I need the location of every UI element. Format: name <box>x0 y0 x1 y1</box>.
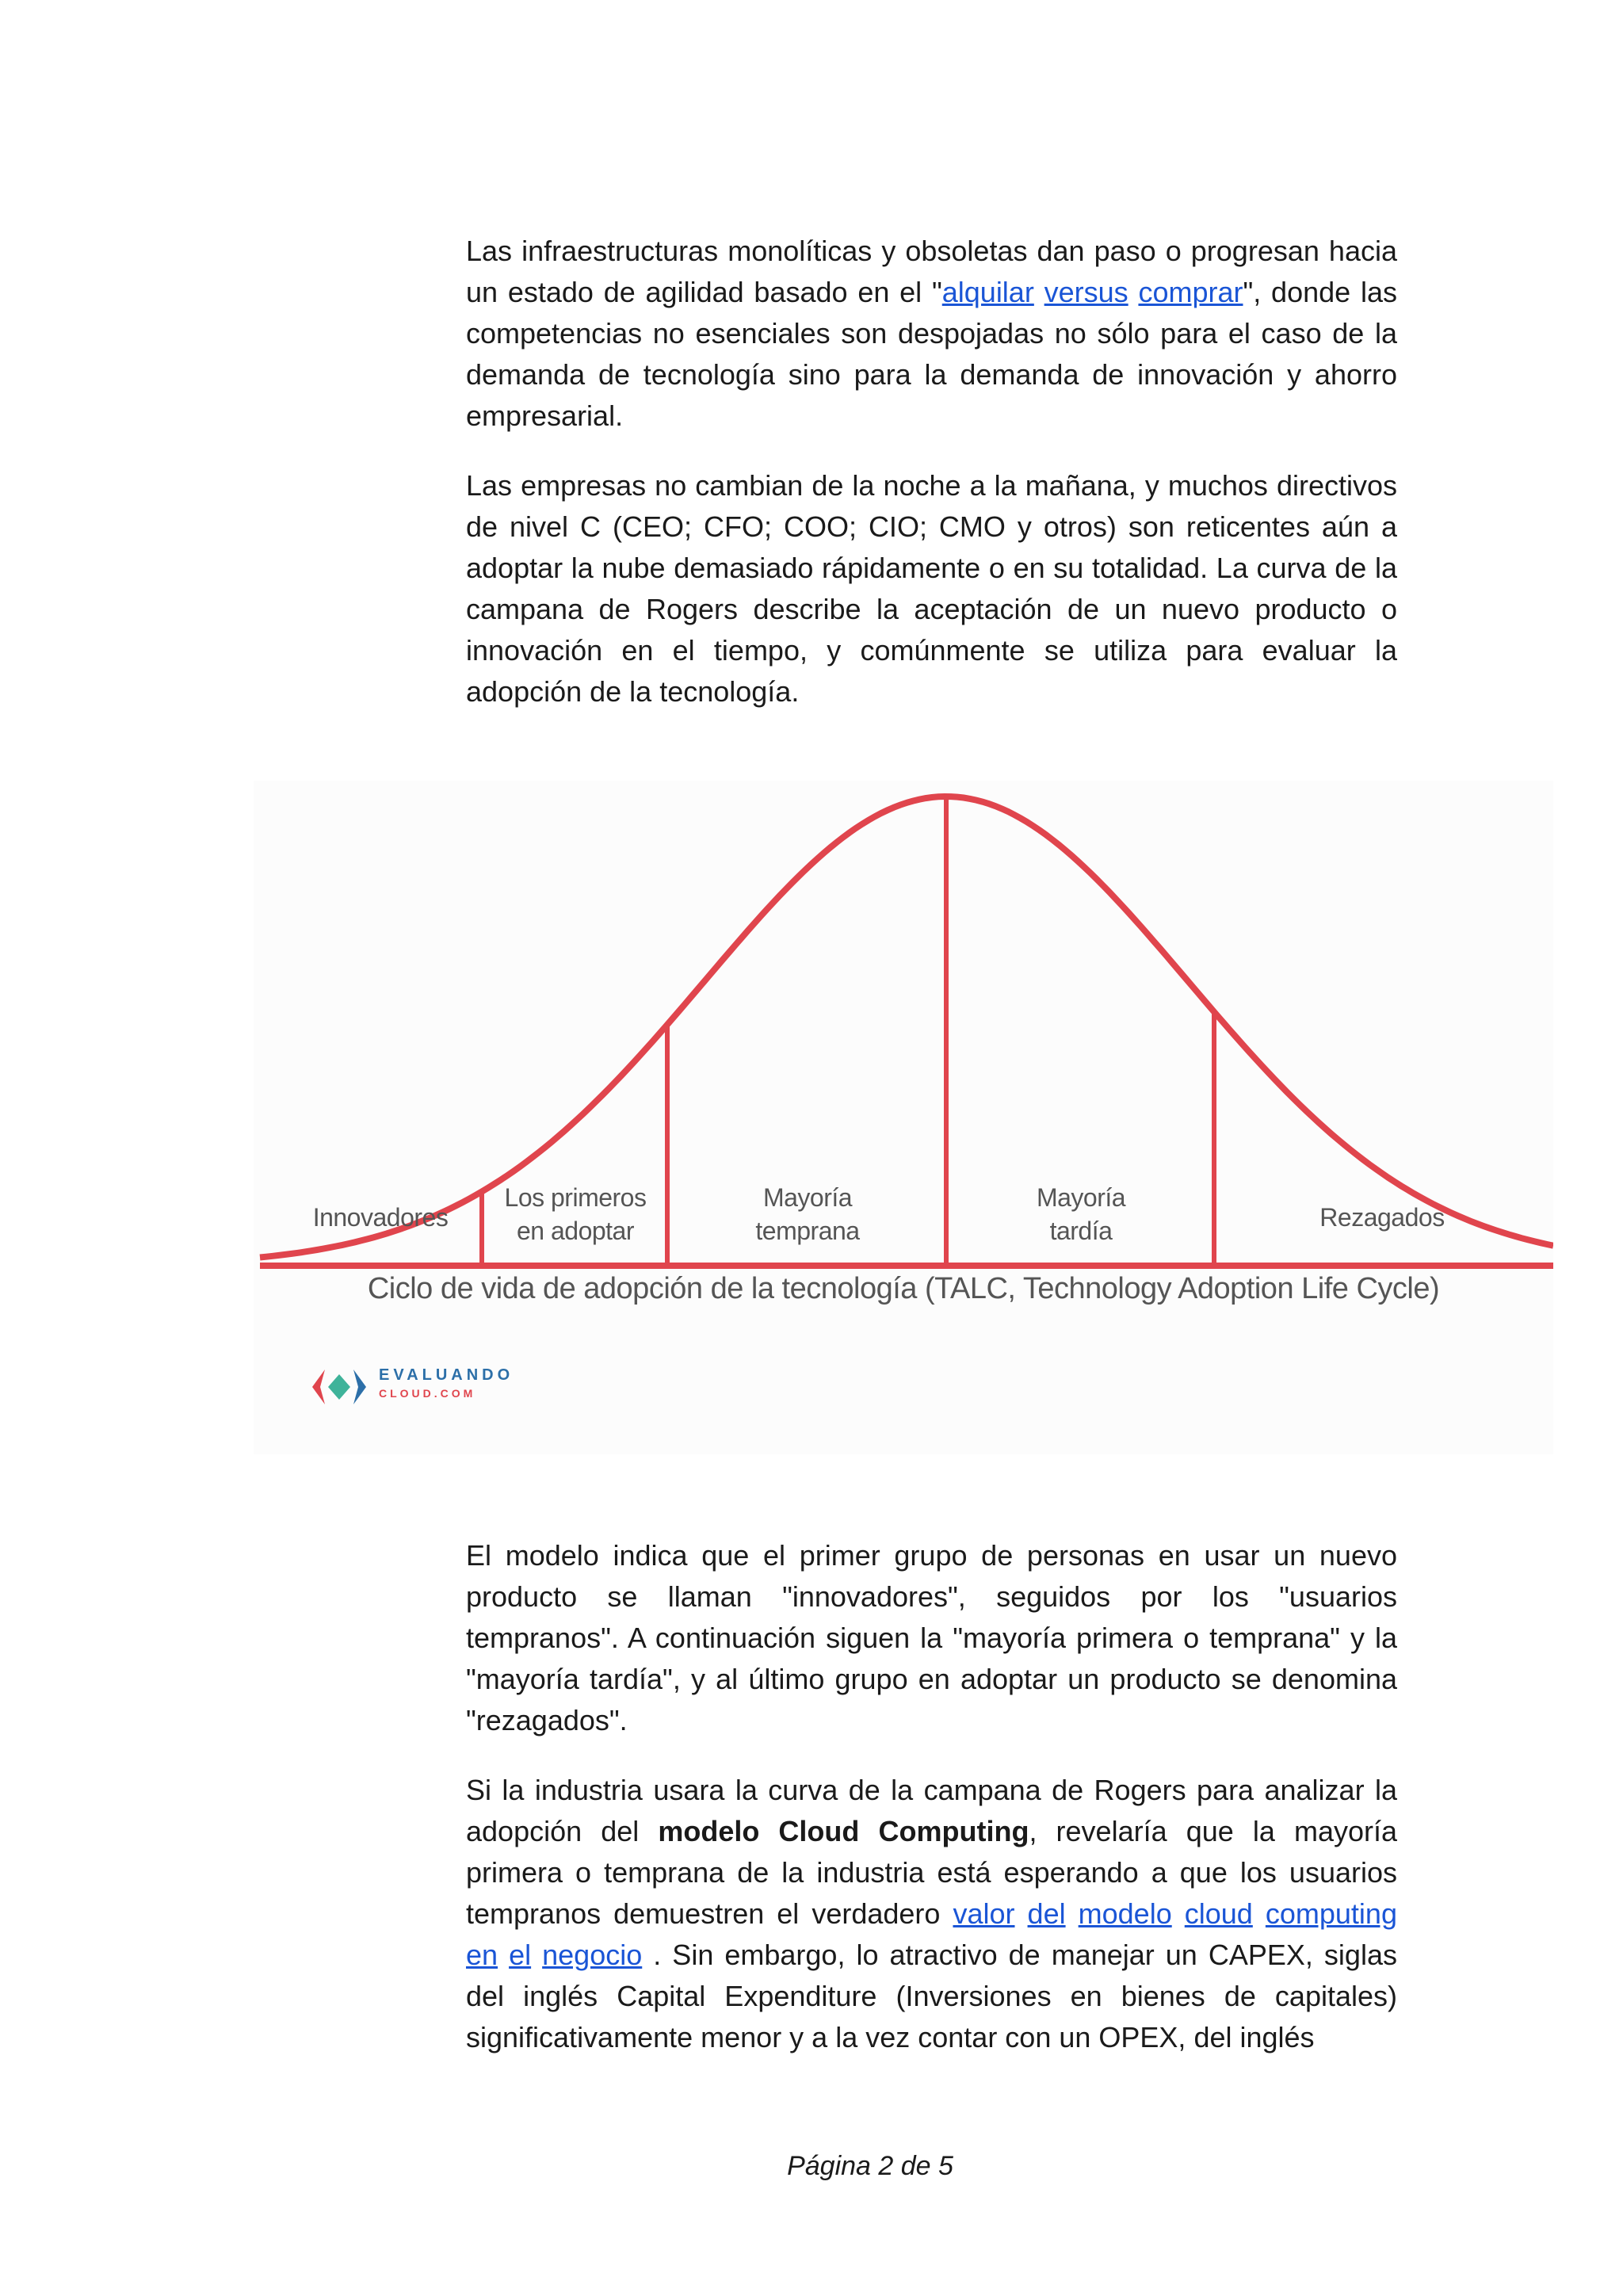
text-block-bottom <box>466 1535 1397 2058</box>
link-del[interactable]: del <box>1027 1897 1066 1930</box>
link-computing[interactable]: computing <box>1265 1897 1397 1930</box>
paragraph-1: Las infraestructuras monolíticas y obsoletas dan paso o progresan hacia un estado de agilidad basado en el "alquilar versus comprar", donde las competencias no esenciales son despojadas no sólo para el caso de la demanda de tecnología sino para la demanda de innovación y ahorro empresarial. <box>466 235 1397 432</box>
bold-modelo-cloud: modelo Cloud Computing <box>658 1815 1029 1847</box>
page-footer: Página 2 de 5 <box>787 2151 953 2181</box>
evaluando-cloud-logo: EVALUANDO CLOUD.COM <box>307 1363 529 1411</box>
paragraph-2: Las empresas no cambian de la noche a la mañana, y muchos directivos de nivel C (CEO; CFO; COO; CIO; CMO y otros) son reticentes aún a adoptar la nube demasiado rápidamente o en su totalidad. La curva de la campana de Rogers describe la aceptación de un nuevo producto o innovación en el tiempo, y comúnmente se utiliza para evaluar la adopción de la tecnología. <box>466 469 1397 708</box>
paragraph-3: El modelo indica que el primer grupo de personas en usar un nuevo producto se llaman "innovadores", seguidos por los "usuarios tempranos". A continuación siguen la "mayoría primera o temprana" y la "mayoría tardía", y al último grupo en adoptar un producto se denomina "rezagados". <box>466 1539 1397 1736</box>
link-comprar[interactable]: comprar <box>1138 276 1243 308</box>
link-negocio[interactable]: negocio <box>542 1939 643 1971</box>
link-modelo[interactable]: modelo <box>1078 1897 1172 1930</box>
segment-label-innovadores: Innovadores <box>312 1203 449 1232</box>
link-alquilar[interactable]: alquilar <box>941 276 1034 308</box>
adoption-curve-figure <box>254 781 1553 1454</box>
link-el[interactable]: el <box>509 1939 532 1971</box>
bell-curve-graphic <box>254 781 1553 1454</box>
segment-label-mayoria-tardia: Mayoría tardía <box>1036 1183 1126 1245</box>
link-versus[interactable]: versus <box>1044 276 1128 308</box>
link-valor[interactable]: valor <box>953 1897 1015 1930</box>
link-cloud[interactable]: cloud <box>1184 1897 1253 1930</box>
diamond-logo-icon <box>307 1363 371 1411</box>
segment-label-mayoria-temprana: Mayoría temprana <box>755 1183 860 1245</box>
paragraph-4: Si la industria usara la curva de la campana de Rogers para analizar la adopción del modelo Cloud Computing, revelaría que la mayoría primera o temprana de la industria está esperando a que los usuarios tempranos demuestren el verdadero valor del modelo cloud computing en el negocio . Sin embargo, lo atractivo de manejar un CAPEX, siglas del inglés Capital Expenditure (Inversiones en bienes de capitales) significativamente menor y a la vez contar con un OPEX, del inglés <box>466 1774 1397 2053</box>
segment-label-rezagados: Rezagados <box>1319 1203 1445 1232</box>
text-block-top <box>466 231 1397 712</box>
segment-label-primeros: Los primeros en adoptar <box>504 1183 647 1245</box>
figure-caption: Ciclo de vida de adopción de la tecnología (TALC, Technology Adoption Life Cycle) <box>367 1272 1440 1305</box>
link-en[interactable]: en <box>466 1939 498 1971</box>
